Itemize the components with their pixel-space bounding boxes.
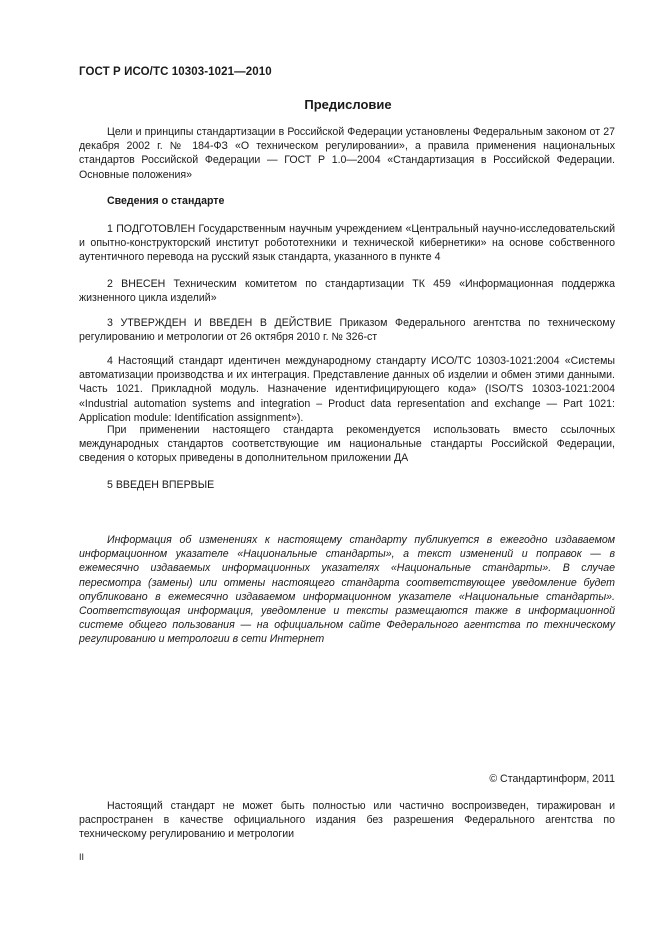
page-title: Предисловие bbox=[304, 97, 392, 112]
footer-notice bbox=[79, 799, 615, 842]
intro-text: Цели и принципы стандартизации в Российской Федерации установлены Федеральным законом от 27 декабря 2002 г. № 184-ФЗ «О техническом регулировании», а правила применения национальных стандартов Российской Федерации — ГОСТ Р 1.0—2004 «Стандартизация в Российской Федерации. Основные положения» bbox=[79, 126, 615, 181]
item-4-note bbox=[79, 423, 615, 466]
item-5 bbox=[79, 478, 615, 492]
footer-notice-text: Настоящий стандарт не может быть полностью или частично воспроизведен, тиражирован и распространен в качестве официального издания без разрешения Федерального агентства по техническому регулированию и метрологии bbox=[79, 800, 615, 841]
item-1-text: 1 ПОДГОТОВЛЕН Государственным научным учреждением «Центральный научно-исследовательский и опытно-конструкторский институт робототехники и технической кибернетики» на основе собственного аутентичного перевода на русский язык стандарта, указанного в пункте 4 bbox=[79, 223, 615, 264]
item-4-note-text: При применении настоящего стандарта рекомендуется использовать вместо ссылочных международных стандартов соответствующие им национальные стандарты Российской Федерации, сведения о которых приведены в дополнительном приложении ДА bbox=[79, 424, 615, 465]
copyright: © Стандартинформ, 2011 bbox=[489, 773, 615, 785]
item-4 bbox=[79, 354, 615, 425]
document-header: ГОСТ Р ИСО/ТС 10303-1021—2010 bbox=[79, 66, 272, 78]
item-4-text: 4 Настоящий стандарт идентичен международному стандарту ИСО/ТС 10303-1021:2004 «Системы автоматизации производства и их интеграция. Представление данных об изделии и обмен этими данными. Часть 1021. Прикладной модуль. Назначение идентифицирующего кода» (ISO/TS 10303-1021:2004 «Industrial automation systems and integration – Product data representation and exchange — Part 1021: Application module: Identification assignment»). bbox=[79, 355, 615, 424]
item-2-text: 2 ВНЕСЕН Техническим комитетом по стандартизации ТК 459 «Информационная поддержка жизненного цикла изделий» bbox=[79, 278, 615, 305]
section-heading: Сведения о стандарте bbox=[107, 195, 225, 207]
item-2 bbox=[79, 277, 615, 305]
page-number: II bbox=[79, 852, 85, 862]
item-5-text: 5 ВВЕДЕН ВПЕРВЫЕ bbox=[107, 479, 215, 491]
item-3-text: 3 УТВЕРЖДЕН И ВВЕДЕН В ДЕЙСТВИЕ Приказом Федерального агентства по техническому регулированию и метрологии от 26 октября 2010 г. № 326-ст bbox=[79, 317, 615, 344]
change-notice-text: Информация об изменениях к настоящему стандарту публикуется в ежегодно издаваемом информационном указателе «Национальные стандарты», а текст изменений и поправок — в ежемесячно издаваемых информационных указателях «Национальные стандарты». В случае пересмотра (замены) или отмены настоящего стандарта соответствующее уведомление будет опубликовано в ежемесячно издаваемом информационном указателе «Национальные стандарты». Соответствующая информация, уведомление и тексты размещаются также в информационной системе общего пользования — на официальном сайте Федерального агентства по техническому регулированию и метрологии в сети Интернет bbox=[79, 534, 615, 646]
intro-paragraph bbox=[79, 125, 615, 182]
change-notice bbox=[79, 533, 615, 647]
item-1 bbox=[79, 222, 615, 265]
item-3 bbox=[79, 316, 615, 344]
